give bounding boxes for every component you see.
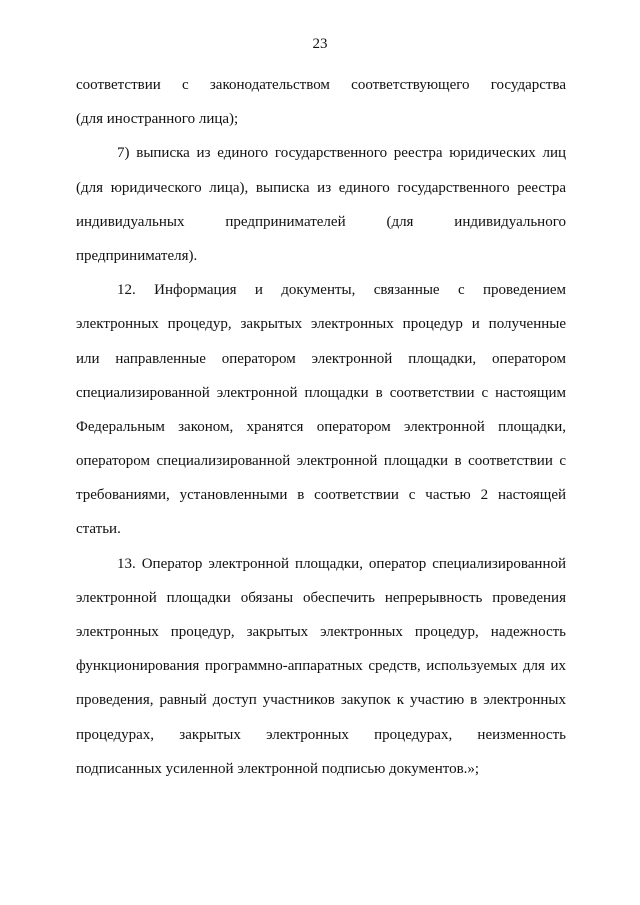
text-line: требованиями, установленными в соответствии с частью 2 настоящей xyxy=(76,487,566,504)
text-line: специализированной электронной площадки в соответствии с настоящим xyxy=(76,384,566,401)
text-line: индивидуальных предпринимателей (для индивидуального xyxy=(76,213,566,230)
text-line: Федеральным законом, хранятся оператором электронной площадки, xyxy=(76,418,566,435)
page-number: 23 xyxy=(312,36,328,52)
text-line: 12. Информация и документы, связанные с проведением xyxy=(117,282,566,299)
text-line: предпринимателя). xyxy=(76,247,198,264)
text-line: (для иностранного лица); xyxy=(76,111,239,128)
text-line: (для юридического лица), выписка из единого государственного реестра xyxy=(76,179,566,196)
text-line: 7) выписка из единого государственного реестра юридических лиц xyxy=(117,145,566,162)
document-body xyxy=(76,68,566,786)
text-line: электронных процедур, закрытых электронных процедур, надежность xyxy=(76,624,566,640)
text-line: оператором специализированной электронной площадки в соответствии с xyxy=(76,453,566,470)
text-line: функционирования программно-аппаратных средств, используемых для их xyxy=(76,658,566,675)
text-line: 13. Оператор электронной площадки, оператор специализированной xyxy=(117,555,566,572)
text-line: подписанных усиленной электронной подписью документов.»; xyxy=(76,760,480,777)
text-line: соответствии с законодательством соответствующего государства xyxy=(76,77,566,93)
text-line: электронной площадки обязаны обеспечить непрерывность проведения xyxy=(76,589,566,606)
text-line: электронных процедур, закрытых электронных процедур и полученные xyxy=(76,316,566,333)
text-line: или направленные оператором электронной площадки, оператором xyxy=(76,350,566,367)
text-line: процедурах, закрытых электронных процедурах, неизменность xyxy=(76,726,566,743)
text-line: проведения, равный доступ участников закупок к участию в электронных xyxy=(76,692,566,709)
text-line: статьи. xyxy=(76,521,121,538)
